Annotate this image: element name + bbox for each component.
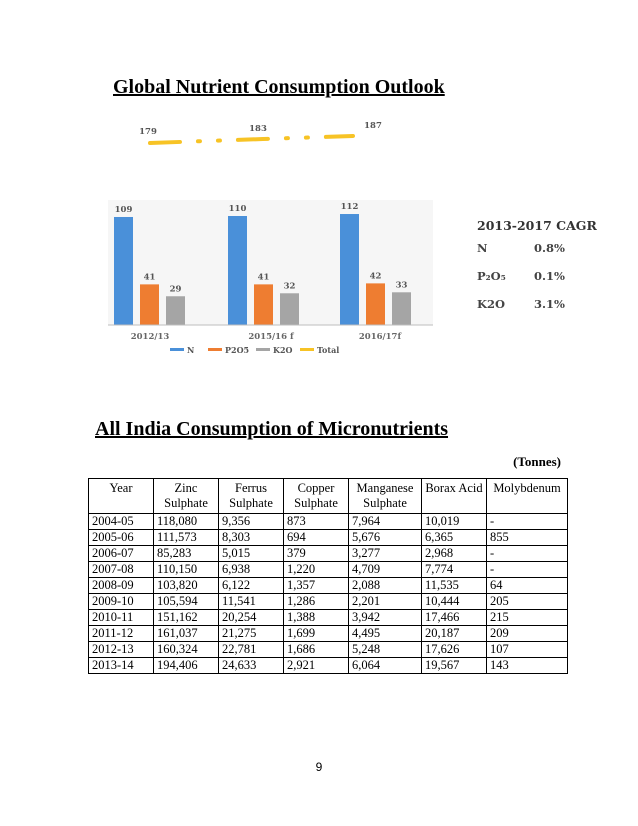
legend-label: N [187, 345, 195, 355]
table-cell: 6,938 [219, 562, 284, 578]
cagr-title: 2013-2017 CAGR [477, 218, 597, 233]
column-header: Ferrus Sulphate [219, 479, 284, 514]
table-cell: 1,286 [284, 594, 349, 610]
table-cell: 21,275 [219, 626, 284, 642]
table-cell: 2005-06 [89, 530, 154, 546]
table-cell: 6,365 [422, 530, 487, 546]
table-cell: 17,626 [422, 642, 487, 658]
table-row [89, 578, 568, 594]
legend-swatch [256, 348, 270, 351]
cagr-row [477, 269, 602, 297]
column-header: Year [89, 479, 154, 514]
table-cell: 107 [487, 642, 568, 658]
data-label: 29 [169, 284, 182, 295]
cagr-row [477, 241, 602, 269]
table-cell: 11,535 [422, 578, 487, 594]
table-cell: 160,324 [154, 642, 219, 658]
bar [166, 296, 185, 325]
nutrient-chart-svg [108, 110, 468, 365]
table-cell: 3,277 [349, 546, 422, 562]
table-cell: 9,356 [219, 514, 284, 530]
table-cell: 1,686 [284, 642, 349, 658]
legend-swatch [208, 348, 222, 351]
bar [254, 284, 273, 325]
table-cell: 873 [284, 514, 349, 530]
table-cell: 118,080 [154, 514, 219, 530]
table-cell: 2008-09 [89, 578, 154, 594]
data-label: 112 [340, 202, 359, 213]
table-cell: 64 [487, 578, 568, 594]
column-header: Borax Acid [422, 479, 487, 514]
table-cell: 2006-07 [89, 546, 154, 562]
table-cell: 2,968 [422, 546, 487, 562]
total-label: 179 [139, 127, 157, 137]
table-cell: 694 [284, 530, 349, 546]
table-cell: 110,150 [154, 562, 219, 578]
table-cell: 1,220 [284, 562, 349, 578]
table-cell: 20,187 [422, 626, 487, 642]
table-cell: 1,388 [284, 610, 349, 626]
table-cell: 10,019 [422, 514, 487, 530]
table-cell: 2,921 [284, 658, 349, 674]
table-cell: 7,964 [349, 514, 422, 530]
data-label: 42 [369, 271, 382, 282]
table-cell: 7,774 [422, 562, 487, 578]
table-cell: 2011-12 [89, 626, 154, 642]
table-cell: 151,162 [154, 610, 219, 626]
data-label: 32 [283, 281, 296, 292]
table-cell: 6,122 [219, 578, 284, 594]
cagr-nutrient: P₂O₅ [477, 269, 506, 283]
bar [140, 284, 159, 325]
table-cell: 4,495 [349, 626, 422, 642]
table-cell: 215 [487, 610, 568, 626]
table-row [89, 642, 568, 658]
table-cell: 19,567 [422, 658, 487, 674]
column-header: Manganese Sulphate [349, 479, 422, 514]
table-cell: 2,201 [349, 594, 422, 610]
total-label: 183 [249, 124, 267, 134]
bar [228, 216, 247, 325]
bar [280, 293, 299, 325]
table-cell: 2009-10 [89, 594, 154, 610]
data-label: 110 [228, 204, 247, 214]
cagr-row [477, 297, 602, 325]
bar [114, 217, 133, 325]
table-row [89, 530, 568, 546]
table-cell: 111,573 [154, 530, 219, 546]
data-label: 109 [114, 204, 133, 215]
table-cell: 103,820 [154, 578, 219, 594]
table-cell: - [487, 562, 568, 578]
data-label: 41 [257, 272, 270, 283]
table-cell: 2007-08 [89, 562, 154, 578]
units-note: (Tonnes) [513, 454, 561, 469]
category-label: 2012/13 [130, 332, 170, 342]
table-cell: 2,088 [349, 578, 422, 594]
cagr-box [477, 218, 602, 325]
table-cell: 379 [284, 546, 349, 562]
cagr-value: 0.1% [534, 269, 565, 283]
table-cell: 8,303 [219, 530, 284, 546]
table-row [89, 626, 568, 642]
table-row [89, 594, 568, 610]
table-cell: 2004-05 [89, 514, 154, 530]
table-cell: 143 [487, 658, 568, 674]
bar [340, 214, 359, 325]
table-cell: 11,541 [219, 594, 284, 610]
legend-swatch [300, 348, 314, 351]
table-cell: 10,444 [422, 594, 487, 610]
table-cell: 2013-14 [89, 658, 154, 674]
table-row [89, 514, 568, 530]
legend-label: K2O [273, 345, 293, 355]
column-header: Molybdenum [487, 479, 568, 514]
table-cell: 85,283 [154, 546, 219, 562]
data-label: 41 [143, 272, 156, 283]
table-cell: 20,254 [219, 610, 284, 626]
cagr-value: 0.8% [534, 241, 565, 255]
column-header: Copper Sulphate [284, 479, 349, 514]
table-cell: 1,357 [284, 578, 349, 594]
table-cell: 3,942 [349, 610, 422, 626]
chart-section-heading: Global Nutrient Consumption Outlook [113, 76, 445, 98]
legend-label: P2O5 [225, 345, 250, 355]
table-row [89, 546, 568, 562]
total-label: 187 [364, 121, 382, 131]
bar [392, 292, 411, 325]
category-label: 2015/16 f [248, 332, 294, 342]
table-cell: 24,633 [219, 658, 284, 674]
table-section-heading: All India Consumption of Micronutrients [95, 418, 449, 440]
table-cell: - [487, 546, 568, 562]
micronutrient-table [88, 478, 568, 674]
table-cell: 205 [487, 594, 568, 610]
column-header: Zinc Sulphate [154, 479, 219, 514]
data-label: 33 [395, 280, 408, 291]
table-cell: 2010-11 [89, 610, 154, 626]
legend-label: Total [317, 345, 340, 355]
table-cell: 6,064 [349, 658, 422, 674]
table-row [89, 610, 568, 626]
table-cell: 4,709 [349, 562, 422, 578]
legend-swatch [170, 348, 184, 351]
table-cell: 209 [487, 626, 568, 642]
table-cell: 2012-13 [89, 642, 154, 658]
page-number: 9 [315, 760, 323, 774]
table-cell: 5,676 [349, 530, 422, 546]
table-cell: 5,248 [349, 642, 422, 658]
table-cell: 855 [487, 530, 568, 546]
category-label: 2016/17f [358, 332, 402, 342]
table-cell: - [487, 514, 568, 530]
table-body [89, 514, 568, 674]
table-cell: 5,015 [219, 546, 284, 562]
bar [366, 283, 385, 325]
table-cell: 22,781 [219, 642, 284, 658]
cagr-value: 3.1% [534, 297, 565, 311]
total-line [150, 136, 353, 143]
table-cell: 161,037 [154, 626, 219, 642]
cagr-nutrient: K2O [477, 297, 506, 311]
table-cell: 17,466 [422, 610, 487, 626]
table-header-row [89, 479, 568, 514]
table-row [89, 658, 568, 674]
table-cell: 105,594 [154, 594, 219, 610]
table-cell: 1,699 [284, 626, 349, 642]
table-row [89, 562, 568, 578]
table-cell: 194,406 [154, 658, 219, 674]
cagr-nutrient: N [477, 241, 488, 255]
